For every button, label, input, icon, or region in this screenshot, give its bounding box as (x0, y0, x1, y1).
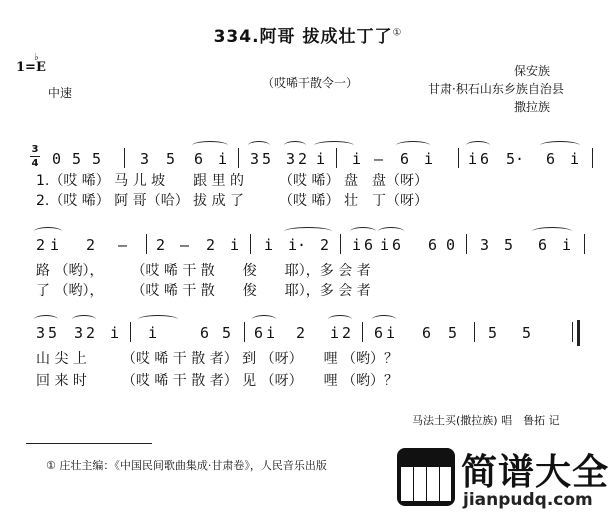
note: 6 (392, 236, 402, 254)
bar-line (250, 234, 251, 254)
note: 3 (140, 150, 150, 168)
note: 5 (48, 324, 58, 342)
notation-row-3 (0, 318, 616, 348)
final-bar-line (577, 320, 580, 346)
bar-line (244, 322, 245, 342)
note: 0 (446, 236, 456, 254)
note: – (118, 236, 128, 254)
slur (284, 227, 332, 236)
note: 6 (546, 150, 556, 168)
lyric-line-2-verse-2: 了 （哟）， （哎 唏 干 散 俊 耶），多 会 者 (36, 283, 371, 299)
tune-subtitle: （哎唏干散令一） (262, 76, 359, 90)
slur (34, 315, 58, 324)
note: 5 (92, 150, 102, 168)
lyric-line-1-verse-1: 1.（哎 唏） 马 儿 坡 跟 里 的 （哎 唏） 盘 盘（呀） (36, 173, 428, 189)
note: 3 (250, 150, 260, 168)
watermark-logo (393, 440, 616, 515)
note: i (148, 324, 158, 342)
note: 5 (504, 236, 514, 254)
note: – (374, 150, 384, 168)
source-line-2: 甘肃·积石山东乡族自治县 (428, 82, 564, 96)
note: 5 (522, 324, 532, 342)
note: i (468, 150, 478, 168)
note: i (352, 236, 362, 254)
note: 5 (72, 150, 82, 168)
slur (372, 315, 396, 324)
slur (466, 141, 490, 150)
lyric-line-2-verse-1: 路 （哟）， （哎 唏 干 散 俊 耶），多 会 者 (36, 263, 371, 279)
bar-line (124, 148, 125, 168)
slur (532, 227, 572, 236)
tempo-marking: 中速 (48, 86, 73, 100)
source-line-1: 保安族 (514, 64, 551, 78)
note: 3 (480, 236, 490, 254)
note: 3 (36, 324, 46, 342)
slur (314, 141, 354, 150)
note: 2 (86, 324, 96, 342)
bar-line (340, 234, 341, 254)
note: i· (288, 236, 307, 254)
bar-line (238, 148, 239, 168)
bar-line (572, 322, 573, 342)
key-signature: 1=E ♭ (16, 52, 46, 75)
note: i (386, 324, 396, 342)
bar-line (458, 148, 459, 168)
slur (328, 315, 352, 324)
bar-line (592, 148, 593, 168)
note: 5 (262, 150, 272, 168)
note: i (50, 236, 60, 254)
note: 5 (166, 150, 176, 168)
slur (350, 227, 376, 236)
bar-line (584, 234, 585, 254)
flat-symbol: ♭ (34, 52, 39, 63)
note: 2 (298, 150, 308, 168)
note: 6 (194, 150, 204, 168)
bar-line (146, 234, 147, 254)
time-signature: 3 4 (31, 144, 39, 169)
note: 6 (428, 236, 438, 254)
footnote: ① 庄壮主编：《中国民间歌曲集成·甘肃卷》，人民音乐出版 (46, 459, 327, 472)
note: 2 (296, 324, 306, 342)
note: 6 (480, 150, 490, 168)
note: i (264, 236, 274, 254)
lyric-line-1-verse-2: 2.（哎 唏） 阿 哥（哈） 拔 成 了 （哎 唏） 壮 丁（呀） (36, 193, 428, 209)
song-title: 334.阿哥 拔成壮丁了① (213, 27, 403, 47)
slur (378, 227, 404, 236)
slur (248, 141, 270, 150)
note: i (218, 150, 228, 168)
piano-keys-icon (397, 448, 455, 506)
note: i (330, 324, 340, 342)
notation-row-2 (0, 230, 616, 260)
note: 5 (448, 324, 458, 342)
note: 2 (156, 236, 166, 254)
slur (192, 141, 228, 150)
note: 6 (254, 324, 264, 342)
note: 2 (36, 236, 46, 254)
note: 6 (538, 236, 548, 254)
bar-line (474, 322, 475, 342)
note: i (266, 324, 276, 342)
slur (138, 315, 178, 324)
note: 6 (374, 324, 384, 342)
watermark-url: jianpudq.com (463, 490, 593, 510)
note: 3 (74, 324, 84, 342)
slur (284, 141, 306, 150)
slur (72, 315, 96, 324)
source-line-3: 撒拉族 (514, 100, 551, 114)
slur (540, 141, 580, 150)
note: 2 (320, 236, 330, 254)
note: i (352, 150, 362, 168)
lyric-line-3-verse-2: 回 来 时 （哎 唏 干 散 者） 见 （呀） 哩 （哟）？ (36, 373, 399, 389)
note: 5 (222, 324, 232, 342)
bar-line (130, 322, 131, 342)
slur (252, 315, 276, 324)
note: 6 (364, 236, 374, 254)
bar-line (466, 234, 467, 254)
note: i (380, 236, 390, 254)
watermark-name: 简谱大全 (461, 452, 610, 493)
note: 2 (342, 324, 352, 342)
lyric-line-3-verse-1: 山 尖 上 （哎 唏 干 散 者） 到 （呀） 哩 （哟）？ (36, 351, 399, 367)
footnote-divider (26, 443, 152, 444)
bar-line (362, 322, 363, 342)
performer-credit: 马法土买(撒拉族) 唱 鲁拓 记 (412, 414, 560, 427)
slur (396, 141, 430, 150)
note: 0 (52, 150, 62, 168)
note: i (562, 236, 572, 254)
note: i (316, 150, 326, 168)
note: 5· (506, 150, 525, 168)
slur (34, 227, 62, 236)
note: 2 (86, 236, 96, 254)
note: 6 (422, 324, 432, 342)
note: i (230, 236, 240, 254)
note: 5 (488, 324, 498, 342)
note: 6 (400, 150, 410, 168)
note: i (110, 324, 120, 342)
note: 6 (200, 324, 210, 342)
note: 3 (286, 150, 296, 168)
note: i (424, 150, 434, 168)
note: – (180, 236, 190, 254)
note: i (570, 150, 580, 168)
bar-line (336, 148, 337, 168)
note: 2 (206, 236, 216, 254)
